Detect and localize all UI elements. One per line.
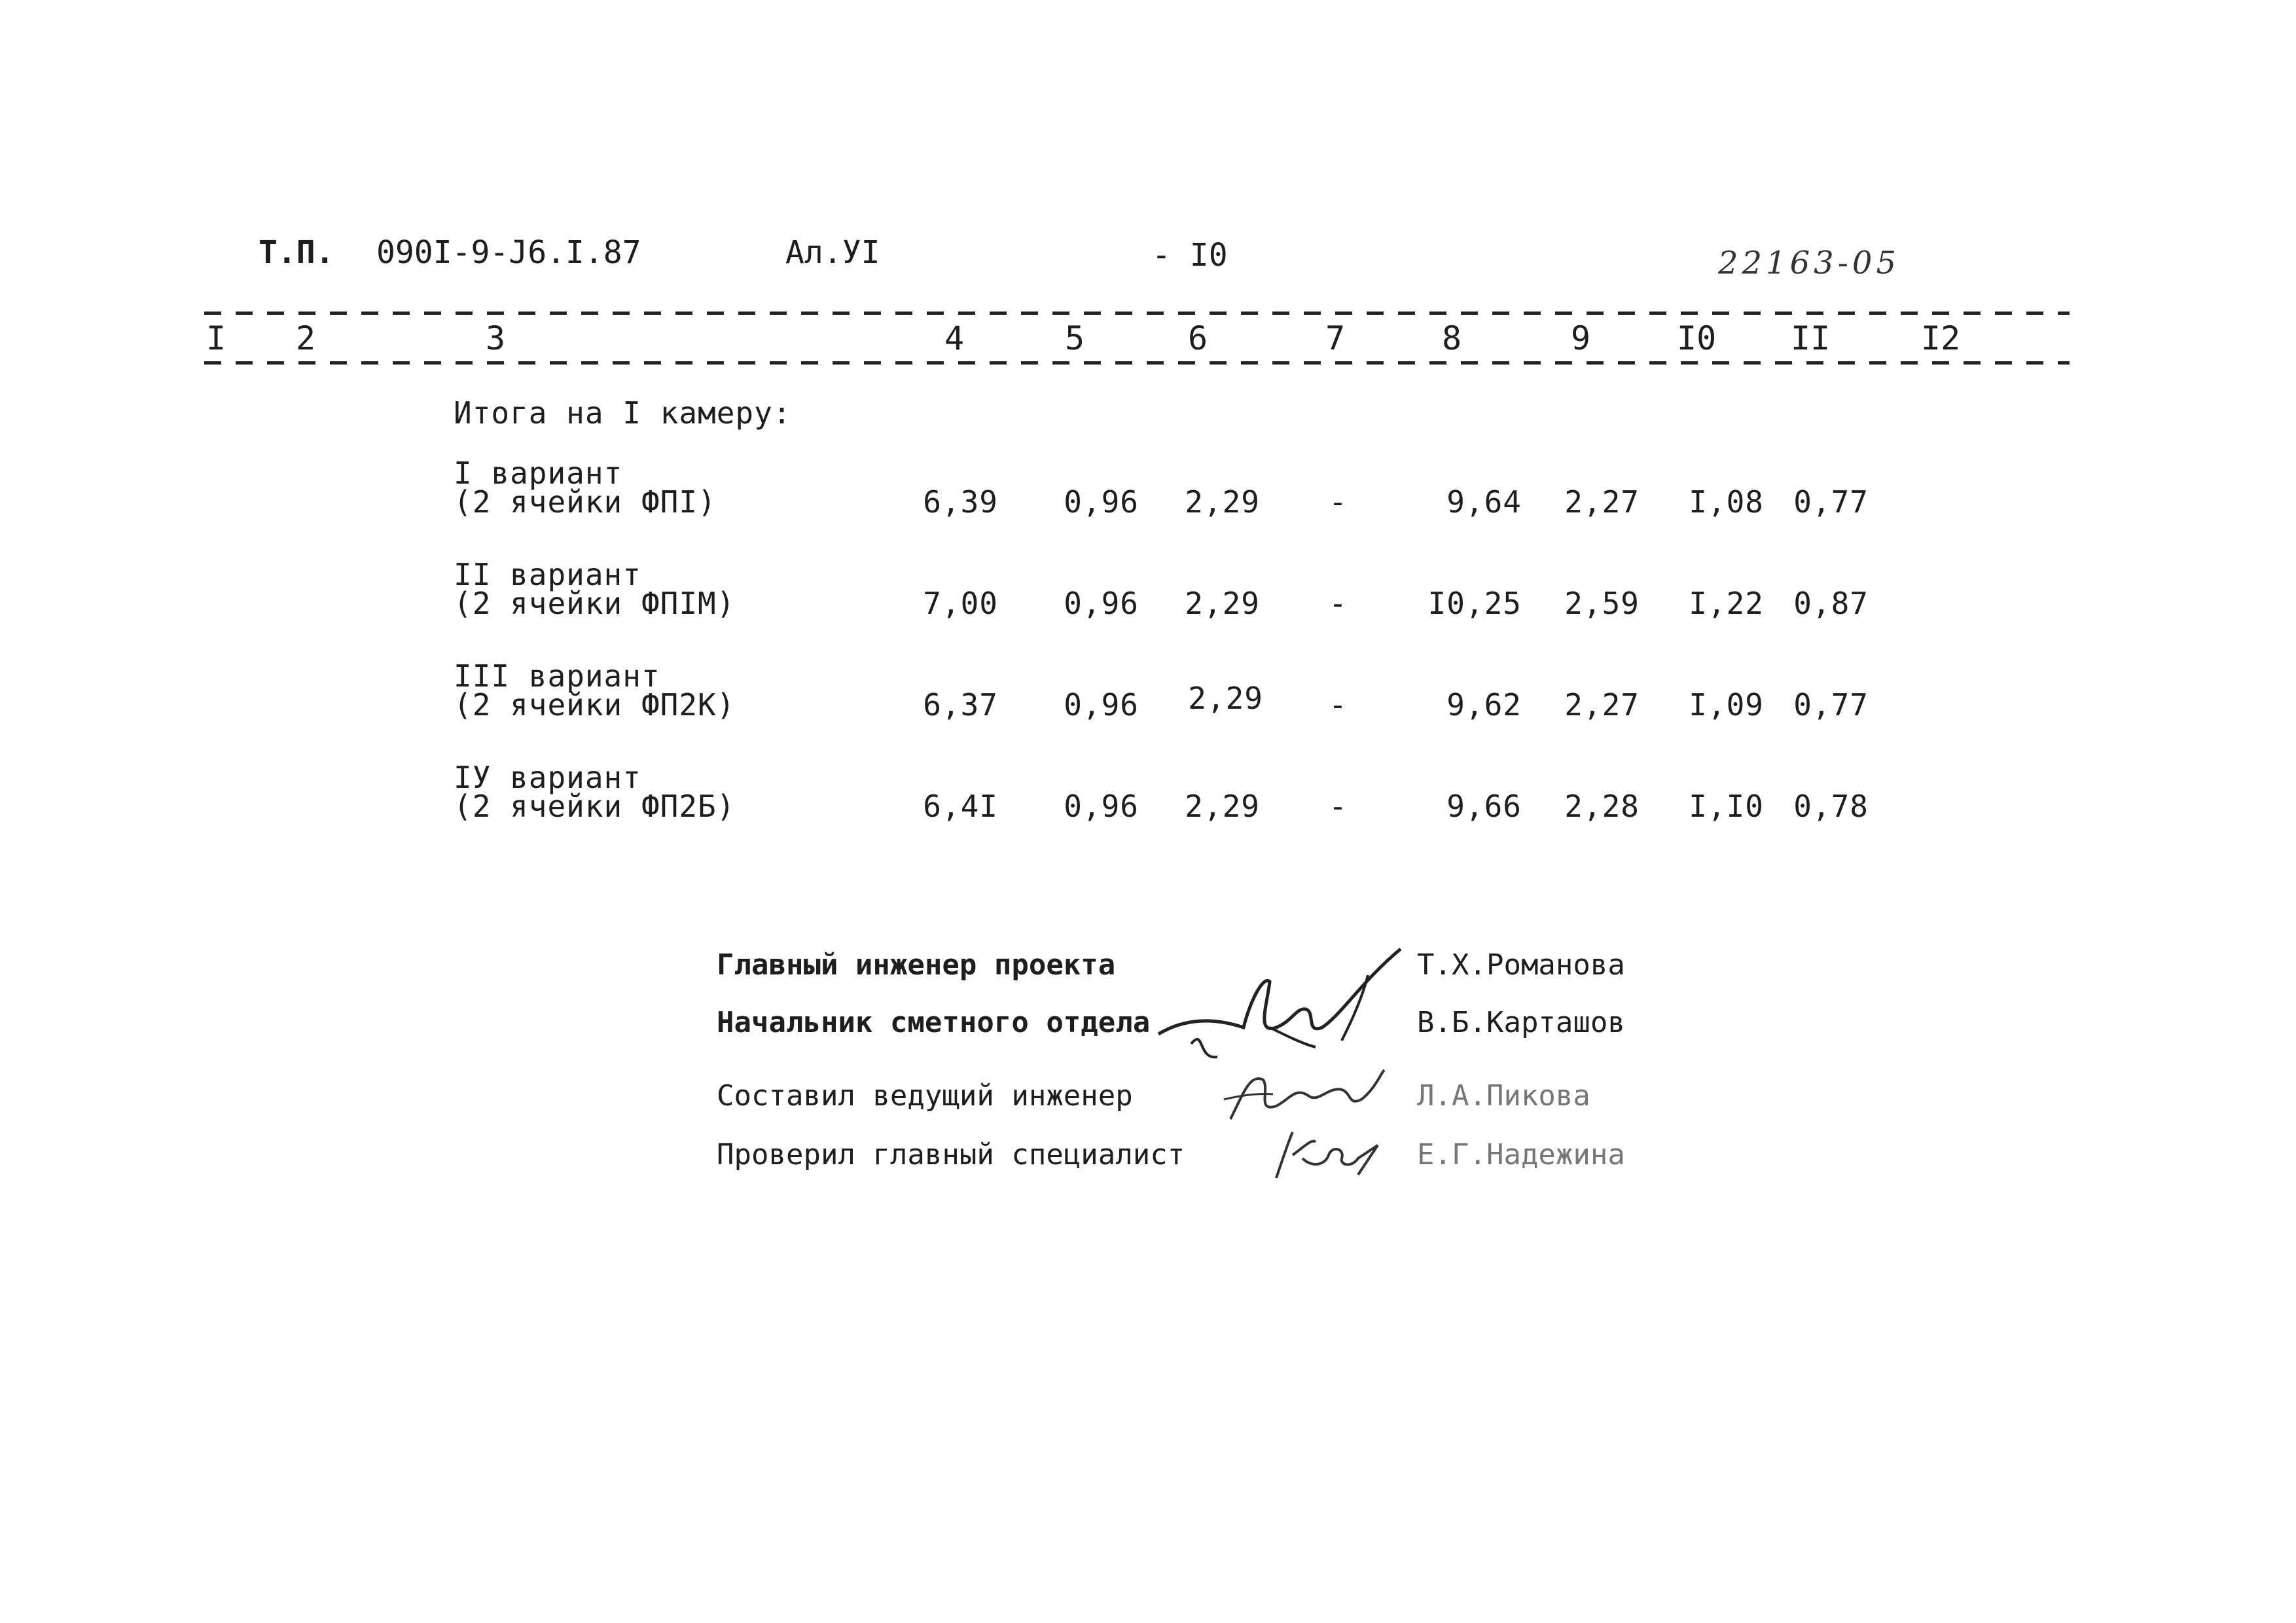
cell-col6: 2,29 [1185,484,1260,520]
cell-col11: 0,77 [1793,687,1869,722]
cell-col5: 0,96 [1064,687,1139,722]
column-number: II [1791,319,1831,357]
cell-col8: I0,25 [1427,586,1522,621]
cell-col10: I,08 [1689,484,1764,520]
cell-col10: I,22 [1689,586,1764,621]
album-number: Ал.УI [785,234,880,271]
signature-name: Е.Г.Надежина [1417,1138,1625,1171]
cell-col8: 9,66 [1446,789,1522,824]
cell-col4: 6,4I [923,789,998,824]
cell-col9: 2,27 [1564,484,1640,520]
variant-name: II вариант [454,557,641,592]
signature-scribble-chief-specialist [1266,1119,1397,1185]
signature-role: Начальник сметного отдела [717,1006,1151,1039]
cell-col5: 0,96 [1064,586,1139,621]
table-bottom-rule [204,361,2070,365]
cell-col11: 0,87 [1793,586,1869,621]
cell-col9: 2,59 [1564,586,1640,621]
column-number: I2 [1921,319,1961,357]
cell-col4: 7,00 [923,586,998,621]
cell-col4: 6,39 [923,484,998,520]
page-number: - I0 [1152,237,1228,274]
column-number: 6 [1188,319,1208,357]
cell-col7: - [1329,687,1347,722]
column-number: I0 [1677,319,1717,357]
table-top-rule [204,312,2070,315]
cell-col10: I,09 [1689,687,1764,722]
variant-name: IУ вариант [454,760,641,795]
cell-col11: 0,77 [1793,484,1869,520]
column-number: 5 [1065,319,1085,357]
signature-name: Т.Х.Романова [1417,948,1625,982]
signature-scribble-chief-engineer [1152,936,1427,1067]
cell-col9: 2,27 [1564,687,1640,722]
column-number: 9 [1571,319,1591,357]
cell-col5: 0,96 [1064,484,1139,520]
signature-role: Составил ведущий инженер [717,1079,1133,1113]
column-number: 8 [1442,319,1462,357]
signature-name: В.Б.Карташов [1417,1006,1625,1039]
doc-code: 090I-9-J6.I.87 [376,234,641,271]
cell-col4: 6,37 [923,687,998,722]
cell-col7: - [1329,484,1347,520]
cell-col7: - [1329,586,1347,621]
signature-role: Проверил главный специалист [717,1138,1185,1171]
doc-prefix: Т.П. [259,234,334,271]
column-number: 2 [296,319,316,357]
cell-col6: 2,29 [1185,789,1260,824]
variant-name: I вариант [454,455,623,491]
variant-cells: (2 ячейки ФПI) [454,484,717,520]
column-number: 4 [944,319,965,357]
variant-cells: (2 ячейки ФПIМ) [454,586,736,621]
summary-title: Итога на I камеру: [454,395,792,431]
signature-role: Главный инженер проекта [717,948,1116,982]
cell-col8: 9,64 [1446,484,1522,520]
variant-cells: (2 ячейки ФП2Б) [454,789,736,824]
cell-col9: 2,28 [1564,789,1640,824]
variant-cells: (2 ячейки ФП2К) [454,687,736,722]
cell-col8: 9,62 [1446,687,1522,722]
cell-col5: 0,96 [1064,789,1139,824]
inventory-number: 22163-05 [1718,245,1900,281]
cell-col10: I,I0 [1689,789,1764,824]
column-number: 7 [1325,319,1346,357]
cell-col6: 2,29 [1188,681,1263,716]
signature-name: Л.А.Пикова [1417,1079,1590,1113]
column-number: 3 [486,319,506,357]
cell-col6: 2,29 [1185,586,1260,621]
cell-col11: 0,78 [1793,789,1869,824]
column-number: I [206,319,226,357]
cell-col7: - [1329,789,1347,824]
variant-name: III вариант [454,658,660,694]
